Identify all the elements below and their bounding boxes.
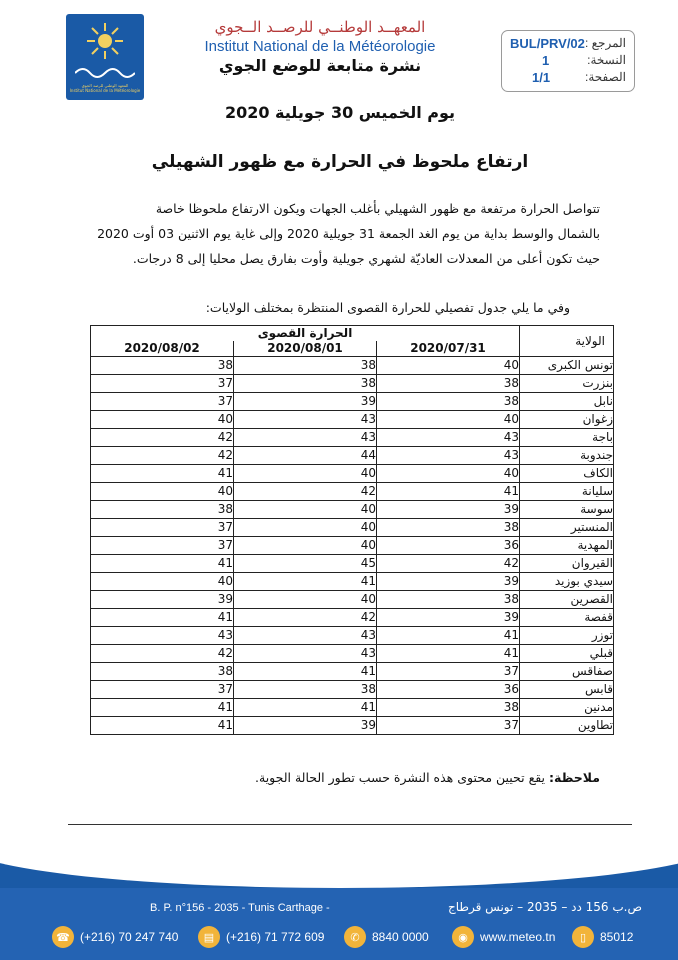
logo-text-fr: Institut National de la Météorologie — [69, 88, 141, 93]
footer — [0, 858, 678, 960]
table-row — [91, 699, 614, 717]
table-header-row — [91, 326, 614, 342]
cell-wilaya: توزر — [520, 627, 614, 645]
table-row — [91, 555, 614, 573]
table-row — [91, 519, 614, 537]
cell-temperature: 40 — [91, 573, 234, 591]
cell-temperature: 42 — [91, 645, 234, 663]
cell-temperature: 42 — [234, 483, 377, 501]
table-row — [91, 609, 614, 627]
cell-temperature: 41 — [91, 717, 234, 735]
footer-phone-1 — [52, 926, 178, 948]
table-row — [91, 429, 614, 447]
cell-temperature: 39 — [377, 609, 520, 627]
table-row — [91, 501, 614, 519]
cell-wilaya: تونس الكبرى — [520, 357, 614, 375]
col-header-date: 2020/08/02 — [91, 341, 234, 357]
cell-temperature: 43 — [377, 429, 520, 447]
cell-temperature: 43 — [91, 627, 234, 645]
ref-value: BUL/PRV/02 — [510, 36, 585, 51]
cell-temperature: 38 — [91, 357, 234, 375]
cell-temperature: 40 — [91, 483, 234, 501]
cell-wilaya: سيدي بوزيد — [520, 573, 614, 591]
table-row — [91, 681, 614, 699]
cell-temperature: 38 — [234, 375, 377, 393]
cell-wilaya: جندوبة — [520, 447, 614, 465]
cell-wilaya: القصرين — [520, 591, 614, 609]
cell-temperature: 40 — [234, 537, 377, 555]
cell-wilaya: سوسة — [520, 501, 614, 519]
cell-temperature: 37 — [91, 519, 234, 537]
ref-row — [510, 36, 626, 51]
cell-temperature: 37 — [91, 375, 234, 393]
table-row — [91, 663, 614, 681]
cell-temperature: 39 — [91, 591, 234, 609]
col-header-max-temp: الحرارة القصوى — [91, 326, 520, 342]
page-label: الصفحة: — [585, 70, 626, 84]
cell-temperature: 38 — [377, 699, 520, 717]
paragraph-line: حيث تكون أعلى من المعدلات العاديّة لشهري جويلية وأوت بفارق يصل محليا إلى 8 درجات. — [132, 251, 600, 266]
institute-logo — [66, 14, 144, 100]
bulletin-title: نشرة متابعة للوضع الجوي — [218, 56, 422, 75]
phone-3-text: 8840 0000 — [372, 930, 429, 944]
cell-wilaya: سليانة — [520, 483, 614, 501]
headline: ارتفاع ملحوظ في الحرارة مع ظهور الشهيلي — [151, 152, 529, 172]
sms-text: 85012 — [600, 930, 634, 944]
copy-value: 1 — [542, 53, 550, 68]
cell-wilaya: تطاوين — [520, 717, 614, 735]
cell-temperature: 42 — [91, 447, 234, 465]
cell-temperature: 39 — [377, 573, 520, 591]
cell-temperature: 38 — [234, 357, 377, 375]
cell-temperature: 44 — [234, 447, 377, 465]
cell-wilaya: نابل — [520, 393, 614, 411]
copy-label: النسخة: — [587, 53, 626, 67]
call-icon: ✆ — [344, 926, 366, 948]
table-row — [91, 393, 614, 411]
cell-temperature: 43 — [377, 447, 520, 465]
cell-temperature: 39 — [234, 393, 377, 411]
phone-icon: ☎ — [52, 926, 74, 948]
footer-address-ar: ص.ب 156 دد – 2035 – تونس قرطاج — [448, 900, 642, 914]
paragraph-line: تتواصل الحرارة مرتفعة مع ظهور الشهيلي بأغلب الجهات ويكون الارتفاع ملحوظا خاصة — [155, 201, 600, 216]
cell-wilaya: الكاف — [520, 465, 614, 483]
table-row — [91, 537, 614, 555]
cell-temperature: 40 — [377, 411, 520, 429]
footer-sms — [572, 926, 633, 948]
cell-wilaya: القيروان — [520, 555, 614, 573]
cell-temperature: 41 — [234, 663, 377, 681]
note-label: ملاحظة: — [549, 770, 600, 785]
cell-temperature: 41 — [91, 609, 234, 627]
cell-temperature: 40 — [234, 519, 377, 537]
cell-temperature: 41 — [377, 645, 520, 663]
cell-temperature: 43 — [234, 645, 377, 663]
cell-temperature: 36 — [377, 681, 520, 699]
bulletin-date: يوم الخميس 30 جويلية 2020 — [224, 103, 456, 122]
cell-temperature: 39 — [234, 717, 377, 735]
table-row — [91, 627, 614, 645]
cell-temperature: 40 — [234, 465, 377, 483]
divider — [68, 824, 632, 825]
globe-icon: ◉ — [452, 926, 474, 948]
cell-temperature: 38 — [377, 393, 520, 411]
fax-icon: ▤ — [198, 926, 220, 948]
cell-temperature: 41 — [91, 465, 234, 483]
cell-temperature: 38 — [91, 663, 234, 681]
cell-temperature: 40 — [234, 501, 377, 519]
max-temperature-table — [90, 325, 614, 735]
table-row — [91, 573, 614, 591]
cell-temperature: 38 — [377, 591, 520, 609]
sun-emblem-icon — [85, 21, 125, 61]
note-text: يقع تحيين محتوى هذه النشرة حسب تطور الحالة الجوية. — [255, 770, 549, 785]
table-row — [91, 483, 614, 501]
table-row — [91, 717, 614, 735]
phone-2-text: (+216) 71 772 609 — [226, 930, 325, 944]
cell-temperature: 37 — [91, 393, 234, 411]
table-body — [91, 357, 614, 735]
col-header-wilaya: الولاية — [520, 326, 614, 357]
page-row — [510, 70, 626, 85]
cell-temperature: 41 — [377, 483, 520, 501]
cell-temperature: 37 — [91, 537, 234, 555]
cell-temperature: 41 — [91, 555, 234, 573]
reference-box — [501, 30, 635, 92]
col-header-date: 2020/08/01 — [234, 341, 377, 357]
cell-wilaya: صفاقس — [520, 663, 614, 681]
cell-wilaya: قبلي — [520, 645, 614, 663]
cell-temperature: 41 — [91, 699, 234, 717]
mobile-icon: ▯ — [572, 926, 594, 948]
table-row — [91, 447, 614, 465]
institute-name-ar: المعهــد الوطنــي للرصــد الــجوي — [214, 18, 426, 36]
cell-wilaya: بنزرت — [520, 375, 614, 393]
cell-temperature: 43 — [234, 429, 377, 447]
cell-temperature: 41 — [234, 699, 377, 717]
cell-temperature: 41 — [377, 627, 520, 645]
cell-temperature: 37 — [377, 663, 520, 681]
cell-temperature: 42 — [234, 609, 377, 627]
table-row — [91, 465, 614, 483]
cell-temperature: 38 — [377, 375, 520, 393]
table-row — [91, 357, 614, 375]
cell-wilaya: المنستير — [520, 519, 614, 537]
cell-temperature: 43 — [234, 411, 377, 429]
cell-temperature: 40 — [377, 357, 520, 375]
table-row — [91, 591, 614, 609]
table-row — [91, 375, 614, 393]
footer-website[interactable] — [452, 926, 555, 948]
cell-wilaya: باجة — [520, 429, 614, 447]
cell-temperature: 38 — [377, 519, 520, 537]
cell-temperature: 42 — [91, 429, 234, 447]
note — [80, 770, 600, 785]
cell-temperature: 42 — [377, 555, 520, 573]
cell-temperature: 37 — [377, 717, 520, 735]
cell-wilaya: مدنين — [520, 699, 614, 717]
paragraph-line: بالشمال والوسط بداية من يوم الغد الجمعة 31 جويلية 2020 وإلى غاية يوم الاثنين 03 أوت 2020 — [97, 226, 600, 241]
cell-temperature: 40 — [377, 465, 520, 483]
cell-temperature: 38 — [234, 681, 377, 699]
cell-wilaya: قابس — [520, 681, 614, 699]
cell-temperature: 40 — [234, 591, 377, 609]
page-value: 1/1 — [532, 70, 551, 85]
table-row — [91, 411, 614, 429]
table-row — [91, 645, 614, 663]
cell-temperature: 39 — [377, 501, 520, 519]
logo-text-ar: المعهد الوطني للرصد الجوي — [81, 83, 129, 88]
cell-temperature: 45 — [234, 555, 377, 573]
col-header-date: 2020/07/31 — [377, 341, 520, 357]
cell-temperature: 36 — [377, 537, 520, 555]
phone-1-text: (+216) 70 247 740 — [80, 930, 179, 944]
cell-wilaya: قفصة — [520, 609, 614, 627]
cell-temperature: 41 — [234, 573, 377, 591]
institute-name-fr: Institut National de la Météorologie — [204, 38, 436, 55]
cell-temperature: 38 — [91, 501, 234, 519]
wave-icon — [75, 65, 135, 79]
cell-temperature: 40 — [91, 411, 234, 429]
footer-address-fr: B. P. n°156 - 2035 - Tunis Carthage - — [150, 902, 330, 914]
ref-label: المرجع : — [584, 36, 626, 50]
website-text[interactable]: www.meteo.tn — [480, 930, 556, 944]
cell-wilaya: زغوان — [520, 411, 614, 429]
cell-temperature: 37 — [91, 681, 234, 699]
cell-wilaya: المهدية — [520, 537, 614, 555]
footer-phone-2 — [198, 926, 324, 948]
copy-row — [510, 53, 626, 68]
table-intro: وفي ما يلي جدول تفصيلي للحرارة القصوى المنتظرة بمختلف الولايات: — [205, 300, 570, 315]
cell-temperature: 43 — [234, 627, 377, 645]
footer-phone-3 — [344, 926, 429, 948]
